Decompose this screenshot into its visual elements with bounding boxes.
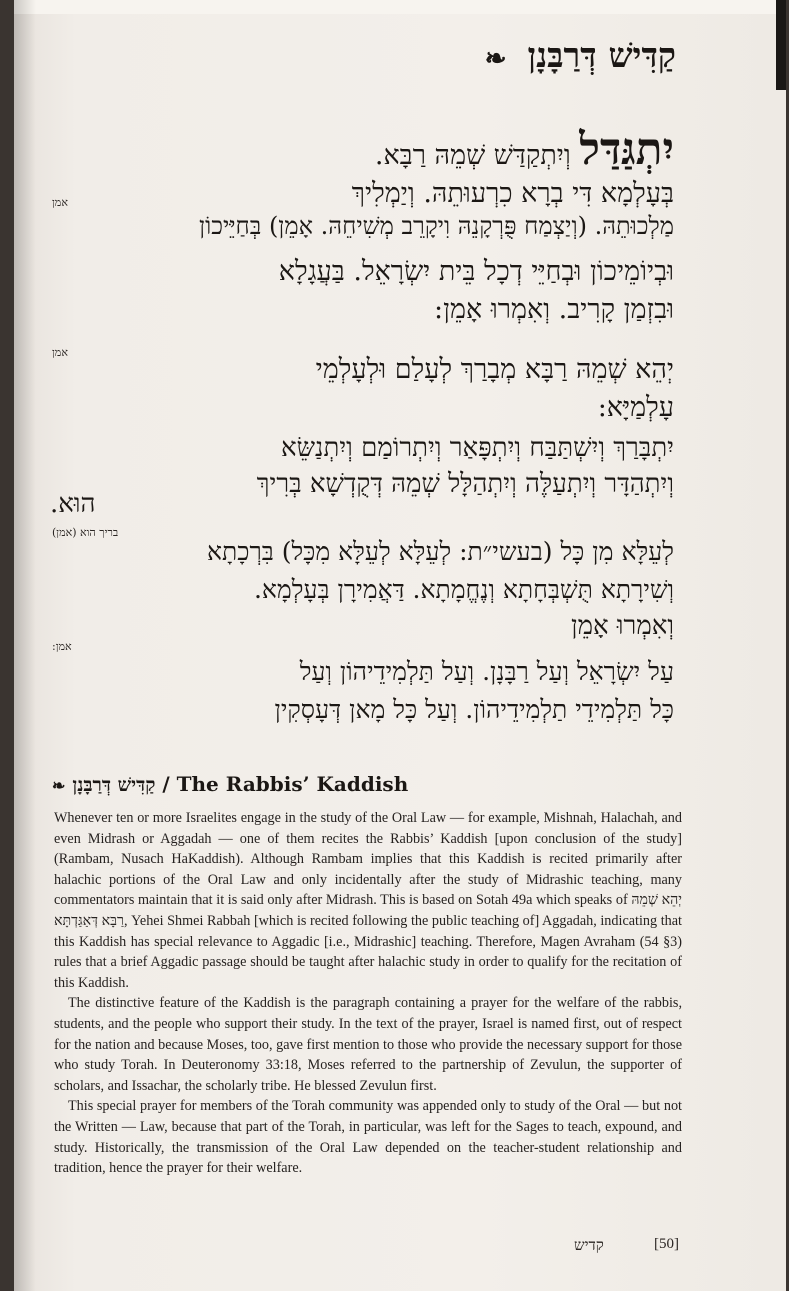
- prayer-line-6: יְהֵא שְׁמֵהּ רַבָּא מְבָרַךְ לְעָלַם וּלְעָלְמֵי: [315, 354, 674, 385]
- page-gutter-shadow: [14, 0, 36, 1291]
- heading-text: קַדִּישׁ דְּרַבָּנָן: [527, 36, 676, 76]
- prayer-line-11: לְעֵלָּא מִן כָּל (בעשי״ת: לְעֵלָּא לְעֵלָּא מִכָּל) בִּרְכָתָא: [206, 537, 674, 566]
- prayer-line-8: יִתְבָּרַךְ וְיִשְׁתַּבַּח וְיִתְפָּאַר וְיִתְרוֹמַם וְיִתְנַשֵּׂא: [281, 433, 674, 463]
- response-amen: אמן: [52, 196, 68, 209]
- prayer-line-15: כָּל תַּלְמִידֵי תַלְמִידֵיהוֹן. וְעַל כָּל מָאן דְּעָסְקִין: [274, 695, 674, 724]
- prayer-line-10: הוּא.: [50, 489, 96, 519]
- response-amen: אמן: [52, 346, 68, 359]
- commentary-paragraph: The distinctive feature of the Kaddish is the paragraph containing a prayer for the welfare of the rabbis, students, and the people who support their study. In the text of the prayer, Israel is named first, out of respect for the nation and because Moses, too, gave first mention to those who provide the necessary support for those who study Torah. In Deuteronomy 33:18, Moses referred to the partnership of Zevulun, the supporter of scholars, and Issachar, the scholarly tribe. He blessed Zevulun first.: [54, 995, 682, 1094]
- prayer-line-4: וּבְיוֹמֵיכוֹן וּבְחַיֵּי דְכָל בֵּית יִשְׂרָאֵל. בַּעֲגָלָא: [278, 256, 674, 287]
- commentary-paragraph: This special prayer for members of the Torah community was appended only to study of the Oral — but not the Written — Law, because that part of the Torah, in particular, was left for the Sages to teach, expound, and study. Historically, the transmission of the Oral Law depended on the teacher-student relationship and tradition, hence the prayer for their welfare.: [54, 1098, 682, 1177]
- response-brich-hu: בריך הוא (אמן): [52, 526, 119, 539]
- section-title: [52, 772, 408, 797]
- prayer-line-13: וְאִמְרוּ אָמֵן: [571, 611, 674, 641]
- ornament-icon: ❧: [484, 44, 516, 74]
- prayer-line-3: מַלְכוּתֵהּ. (וְיַצְמַח פֻּרְקָנֵהּ וִיקָרֵב מְשִׁיחֵהּ. אָמֵן) בְּחַיֵּיכוֹן: [198, 212, 674, 240]
- footer-running-title: קדיש: [574, 1236, 604, 1254]
- prayer-line-7: עָלְמַיָּא:: [597, 392, 674, 423]
- prayer-line-9: וְיִתְהַדָּר וְיִתְעַלֶּה וְיִתְהַלָּל שְׁמֵהּ דְּקֻדְשָׁא בְּרִיךְ: [256, 469, 674, 499]
- commentary: [54, 808, 682, 1179]
- prayer-line-1-big: יִתְגַּדַּל: [579, 124, 674, 175]
- commentary-paragraph: Whenever ten or more Israelites engage in the study of the Oral Law — for example, Mishnah, Halachah, and even Midrash or Aggadah — one of them recites the Rabbis’ Kaddish [upon conclusion of the study] (Rambam, Nusach HaKaddish). Although Rambam implies that this Kaddish is recited primarily after halachic portions of the Oral Law and only incidentally after the study of Midrashic teaching, many commentators maintain that it is said only after Midrash. This is based on Sotah 49a which speaks of יְהֵא שְׁמֵהּ רַבָּא דְּאַגַּדְתָּא, Yehei Shmei Rabbah [which is recited following the public teaching of] Aggadah, indicating that this Kaddish has special relevance to Aggadic [i.e., Midrashic] teaching. Therefore, Magen Avraham (54 §3) rules that a brief Aggadic passage should be taught after halachic study in order to qualify for the recitation of this Kaddish.: [54, 810, 682, 991]
- page-number: [50]: [654, 1236, 679, 1252]
- prayer-line-14: עַל יִשְׂרָאֵל וְעַל רַבָּנָן. וְעַל תַּלְמִידֵיהוֹן וְעַל: [299, 657, 674, 686]
- page-top-edge: [14, 0, 786, 14]
- section-title-hebrew: קַדִּישׁ דְּרַבָּנָן: [72, 774, 156, 796]
- response-amen-colon: אמן:: [52, 640, 72, 653]
- prayer-line-1: [374, 124, 674, 175]
- prayer-line-2: בְּעָלְמָא דִּי בְרָא כִרְעוּתֵהּ. וְיַמְלִיךְ: [351, 178, 674, 209]
- ornament-icon: ❧: [52, 776, 66, 795]
- prayer-line-5: וּבִזְמַן קָרִיב. וְאִמְרוּ אָמֵן:: [434, 294, 674, 325]
- section-title-english: / The Rabbis’ Kaddish: [155, 772, 409, 796]
- page-corner-shadow: [776, 0, 786, 90]
- prayer-line-12: וְשִׁירָתָא תֻּשְׁבְּחָתָא וְנֶחֱמָתָא. דַּאֲמִירָן בְּעָלְמָא.: [253, 575, 674, 604]
- prayer-line-1-rest: וְיִתְקַדַּשׁ שְׁמֵהּ רַבָּא.: [374, 140, 580, 171]
- book-page: [14, 0, 786, 1291]
- page-heading: [485, 36, 676, 76]
